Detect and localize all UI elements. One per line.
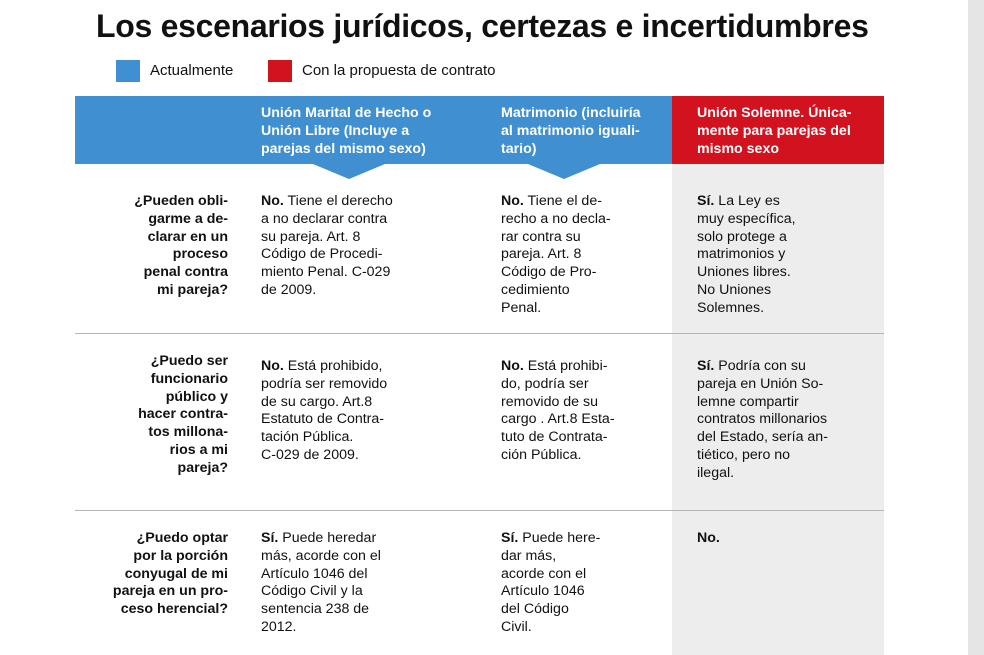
answer-line: más, acorde con el bbox=[261, 547, 381, 564]
legend-label: Actualmente bbox=[150, 62, 234, 79]
answer-line: del Código bbox=[501, 601, 569, 618]
question-line: hacer contra- bbox=[138, 406, 228, 423]
answer-line: lemne compartir bbox=[697, 393, 799, 410]
answer-lead: No. bbox=[261, 358, 284, 374]
answer-line bbox=[697, 193, 877, 211]
answer-line: dar más, bbox=[501, 547, 557, 564]
answer-text: Tiene el de- bbox=[523, 193, 602, 209]
question-line: pareja en un pro- bbox=[112, 583, 228, 600]
answer-line bbox=[261, 193, 466, 211]
header-line: al matrimonio iguali- bbox=[501, 123, 640, 139]
answer-union-solemne bbox=[697, 193, 877, 318]
answer-matrimonio bbox=[501, 358, 651, 465]
answer-lead: Sí. bbox=[697, 358, 715, 374]
answer-lead: No. bbox=[261, 193, 284, 209]
pointer-arrow-union-marital bbox=[313, 164, 385, 179]
answer-line bbox=[697, 358, 877, 376]
question-porcion-conyugal bbox=[96, 530, 228, 619]
answer-text: Está prohibi- bbox=[523, 358, 608, 374]
answer-union-solemne bbox=[697, 358, 877, 483]
answer-line: Código de Pro- bbox=[501, 264, 597, 281]
answer-line: Solemnes. bbox=[697, 299, 765, 316]
answer-line: ilegal. bbox=[697, 464, 735, 481]
answer-line bbox=[261, 358, 466, 376]
answer-line: do, podría ser bbox=[501, 375, 589, 392]
answer-line bbox=[501, 193, 651, 211]
answer-line: No Uniones bbox=[697, 281, 772, 298]
answer-line: Civil. bbox=[501, 618, 532, 635]
question-line: ceso herencial? bbox=[120, 601, 228, 618]
answer-line: su pareja. Art. 8 bbox=[261, 228, 361, 245]
side-strip bbox=[968, 0, 984, 655]
answer-line: Artículo 1046 del bbox=[261, 565, 368, 582]
answer-union-marital bbox=[261, 358, 466, 465]
answer-text: Está prohibido, bbox=[283, 358, 383, 374]
row-divider bbox=[75, 333, 884, 334]
answer-matrimonio bbox=[501, 530, 651, 637]
question-line: proceso bbox=[172, 246, 228, 263]
question-funcionario bbox=[96, 353, 228, 478]
row-divider bbox=[75, 510, 884, 511]
legend-item-actualmente bbox=[116, 59, 233, 83]
answer-line: ción Pública. bbox=[501, 446, 582, 463]
answer-line: a no declarar contra bbox=[261, 210, 388, 227]
answer-line: tuto de Contrata- bbox=[501, 429, 608, 446]
header-line: mente para parejas del bbox=[697, 123, 851, 139]
column-header-matrimonio bbox=[501, 104, 671, 158]
question-line: mi pareja? bbox=[157, 281, 228, 298]
answer-line: acorde con el bbox=[501, 565, 587, 582]
answer-line: matrimonios y bbox=[697, 246, 786, 263]
question-line: funcionario bbox=[150, 370, 228, 387]
question-line: clarar en un bbox=[147, 228, 228, 245]
answer-line: removido de su bbox=[501, 393, 598, 410]
answer-line bbox=[261, 530, 466, 548]
pointer-arrow-matrimonio bbox=[528, 164, 600, 179]
answer-line bbox=[697, 530, 877, 548]
answer-text: Puede here- bbox=[518, 530, 601, 546]
header-line: tario) bbox=[501, 141, 537, 157]
answer-union-marital bbox=[261, 193, 466, 300]
answer-text: Podría con su bbox=[714, 358, 806, 374]
column-header-union-solemne bbox=[697, 104, 882, 158]
question-line: por la porción bbox=[133, 547, 228, 564]
answer-line: Penal. bbox=[501, 299, 542, 316]
header-line: Unión Solemne. Única- bbox=[697, 105, 852, 121]
page-title: Los escenarios jurídicos, certezas e incertidumbres bbox=[96, 8, 869, 44]
header-line: parejas del mismo sexo) bbox=[261, 141, 426, 157]
answer-matrimonio bbox=[501, 193, 651, 318]
header-line: Matrimonio (incluiría bbox=[501, 105, 641, 121]
question-line: conyugal de mi bbox=[124, 565, 228, 582]
answer-line: de su cargo. Art.8 bbox=[261, 393, 373, 410]
answer-line: tiético, pero no bbox=[697, 446, 791, 463]
question-line: ¿Puedo optar bbox=[136, 530, 228, 546]
question-line: rios a mi bbox=[169, 441, 228, 458]
answer-text: Puede heredar bbox=[278, 530, 377, 546]
answer-line: podría ser removido bbox=[261, 375, 388, 392]
answer-line bbox=[501, 530, 651, 548]
answer-line: Uniones libres. bbox=[697, 264, 791, 281]
answer-line: tación Pública. bbox=[261, 429, 354, 446]
answer-lead: No. bbox=[501, 193, 524, 209]
header-line: Unión Libre (Incluye a bbox=[261, 123, 410, 139]
question-line: público y bbox=[165, 388, 228, 405]
answer-line: muy específica, bbox=[697, 210, 796, 227]
answer-line: pareja en Unión So- bbox=[697, 375, 824, 392]
header-line: mismo sexo bbox=[697, 141, 780, 157]
answer-text: Tiene el derecho bbox=[283, 193, 393, 209]
answer-line: solo protege a bbox=[697, 228, 787, 245]
answer-line: miento Penal. C-029 bbox=[261, 264, 391, 281]
legend-label: Con la propuesta de contrato bbox=[302, 62, 496, 79]
answer-line: C-029 de 2009. bbox=[261, 446, 359, 463]
answer-line: rar contra su bbox=[501, 228, 581, 245]
answer-line: Artículo 1046 bbox=[501, 583, 585, 600]
legend-swatch-blue bbox=[116, 60, 140, 82]
question-line: tos millona- bbox=[148, 424, 228, 441]
answer-union-solemne bbox=[697, 530, 877, 548]
answer-lead: Sí. bbox=[261, 530, 279, 546]
answer-line: contratos millonarios bbox=[697, 411, 828, 428]
answer-line: sentencia 238 de bbox=[261, 601, 370, 618]
answer-line: Código Civil y la bbox=[261, 583, 363, 600]
legend-item-propuesta bbox=[268, 59, 495, 83]
question-line: ¿Pueden obli- bbox=[134, 193, 228, 209]
question-line: penal contra bbox=[143, 264, 228, 281]
answer-line: recho a no decla- bbox=[501, 210, 611, 227]
question-line: garme a de- bbox=[148, 210, 228, 227]
answer-lead: No. bbox=[697, 530, 720, 546]
answer-text: La Ley es bbox=[714, 193, 780, 209]
answer-line: cedimiento bbox=[501, 281, 570, 298]
question-declarar bbox=[96, 193, 228, 300]
answer-line: de 2009. bbox=[261, 281, 317, 298]
answer-line: Código de Procedi- bbox=[261, 246, 383, 263]
answer-line: del Estado, sería an- bbox=[697, 429, 828, 446]
answer-line: 2012. bbox=[261, 618, 297, 635]
answer-union-marital bbox=[261, 530, 466, 637]
header-line: Unión Marital de Hecho o bbox=[261, 105, 432, 121]
answer-line: cargo . Art.8 Esta- bbox=[501, 411, 615, 428]
question-line: pareja? bbox=[177, 459, 228, 476]
question-line: ¿Puedo ser bbox=[150, 353, 228, 369]
legend-swatch-red bbox=[268, 60, 292, 82]
column-header-union-marital bbox=[261, 104, 471, 158]
answer-line: pareja. Art. 8 bbox=[501, 246, 582, 263]
answer-line: Estatuto de Contra- bbox=[261, 411, 385, 428]
answer-lead: Sí. bbox=[501, 530, 519, 546]
answer-line bbox=[501, 358, 651, 376]
answer-lead: No. bbox=[501, 358, 524, 374]
answer-lead: Sí. bbox=[697, 193, 715, 209]
